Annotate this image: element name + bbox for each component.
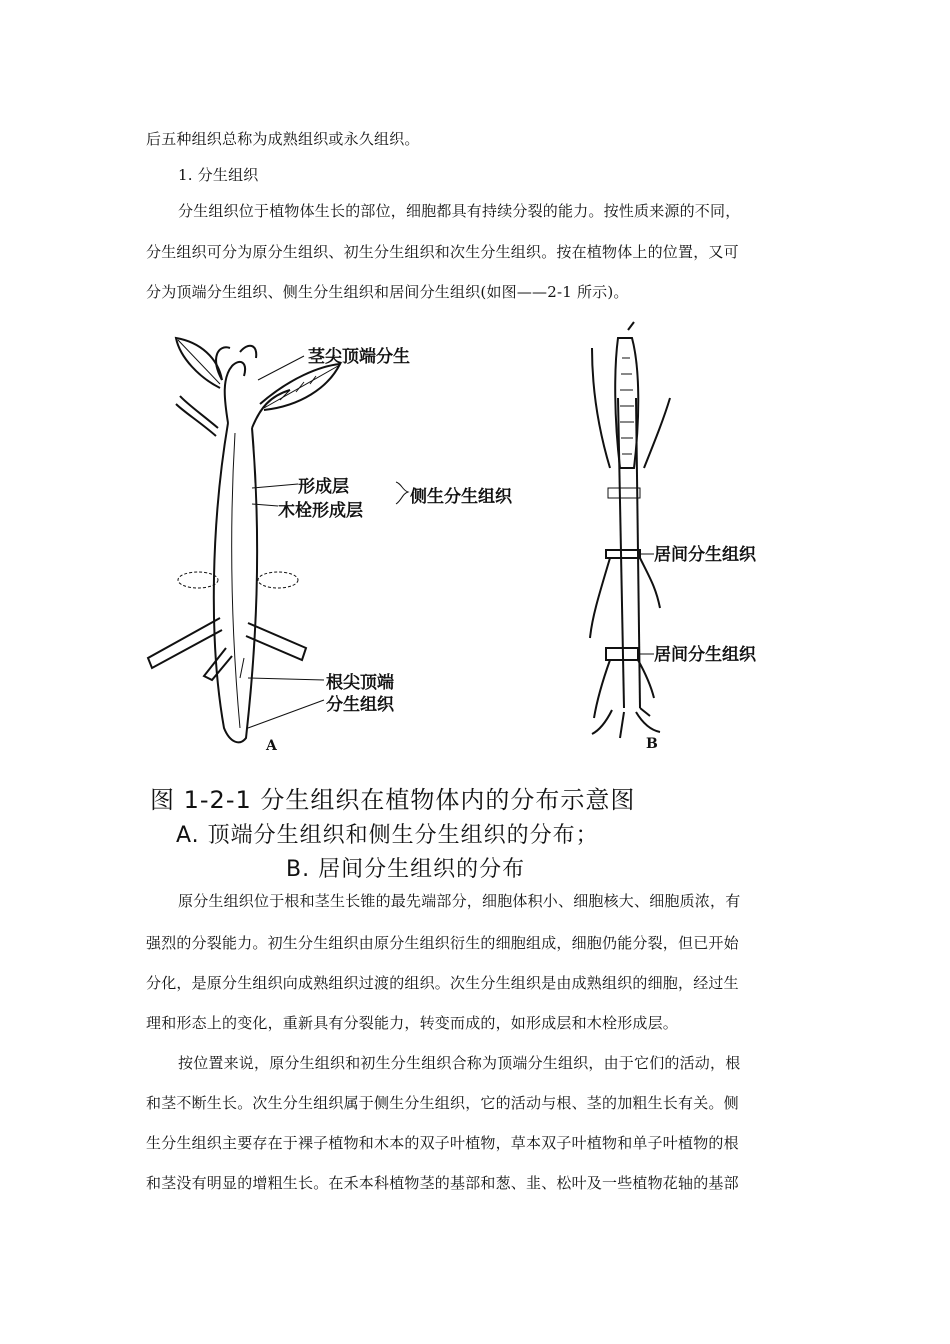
label-root-apex: 根尖顶端 [326, 673, 394, 693]
label-cork-cambium: 木栓形成层 [278, 501, 363, 521]
label-cambium: 形成层 [298, 477, 349, 497]
figure-meristem-distribution [140, 318, 820, 758]
text-line: 理和形态上的变化，重新具有分裂能力，转变而成的，如形成层和木栓形成层。 [146, 1014, 679, 1032]
panel-a-letter: A [266, 738, 277, 754]
text-line: 强烈的分裂能力。初生分生组织由原分生组织衍生的细胞组成，细胞仍能分裂，但已开始 [146, 934, 739, 952]
figure-caption-title: 图 1-2-1 分生组织在植物体内的分布示意图 [150, 786, 636, 814]
label-shoot-apex: 茎尖顶端分生 [308, 347, 410, 367]
text-line: 按位置来说，原分生组织和初生分生组织合称为顶端分生组织，由于它们的活动，根 [178, 1054, 741, 1072]
text-line: 分生组织位于植物体生长的部位，细胞都具有持续分裂的能力。按性质来源的不同， [178, 202, 741, 220]
text-line: 分化，是原分生组织向成熟组织过渡的组织。次生分生组织是由成熟组织的细胞，经过生 [146, 974, 739, 992]
label-lateral-meristem: 侧生分生组织 [410, 487, 512, 507]
plant-diagram [140, 318, 820, 758]
label-intercalary-meristem-1: 居间分生组织 [654, 545, 756, 565]
text-line: 和茎没有明显的增粗生长。在禾本科植物茎的基部和葱、韭、松叶及一些植物花轴的基部 [146, 1174, 739, 1192]
section-heading: 1. 分生组织 [178, 166, 259, 184]
label-root-meristem: 分生组织 [326, 695, 394, 715]
figure-caption-a: A. 顶端分生组织和侧生分生组织的分布； [176, 823, 599, 848]
text-line: 生分生组织主要存在于裸子植物和木本的双子叶植物，草本双子叶植物和单子叶植物的根 [146, 1134, 739, 1152]
label-intercalary-meristem-2: 居间分生组织 [654, 645, 756, 665]
panel-b-letter: B [646, 736, 658, 752]
text-line: 后五种组织总称为成熟组织或永久组织。 [146, 130, 420, 148]
text-line: 和茎不断生长。次生分生组织属于侧生分生组织，它的活动与根、茎的加粗生长有关。侧 [146, 1094, 739, 1112]
text-line: 原分生组织位于根和茎生长锥的最先端部分，细胞体积小、细胞核大、细胞质浓，有 [178, 892, 741, 910]
text-line: 分生组织可分为原分生组织、初生分生组织和次生分生组织。按在植物体上的位置，又可 [146, 243, 739, 261]
figure-caption-b: B. 居间分生组织的分布 [286, 857, 526, 882]
text-line: 分为顶端分生组织、侧生分生组织和居间分生组织(如图——2-1 所示)。 [146, 283, 629, 301]
